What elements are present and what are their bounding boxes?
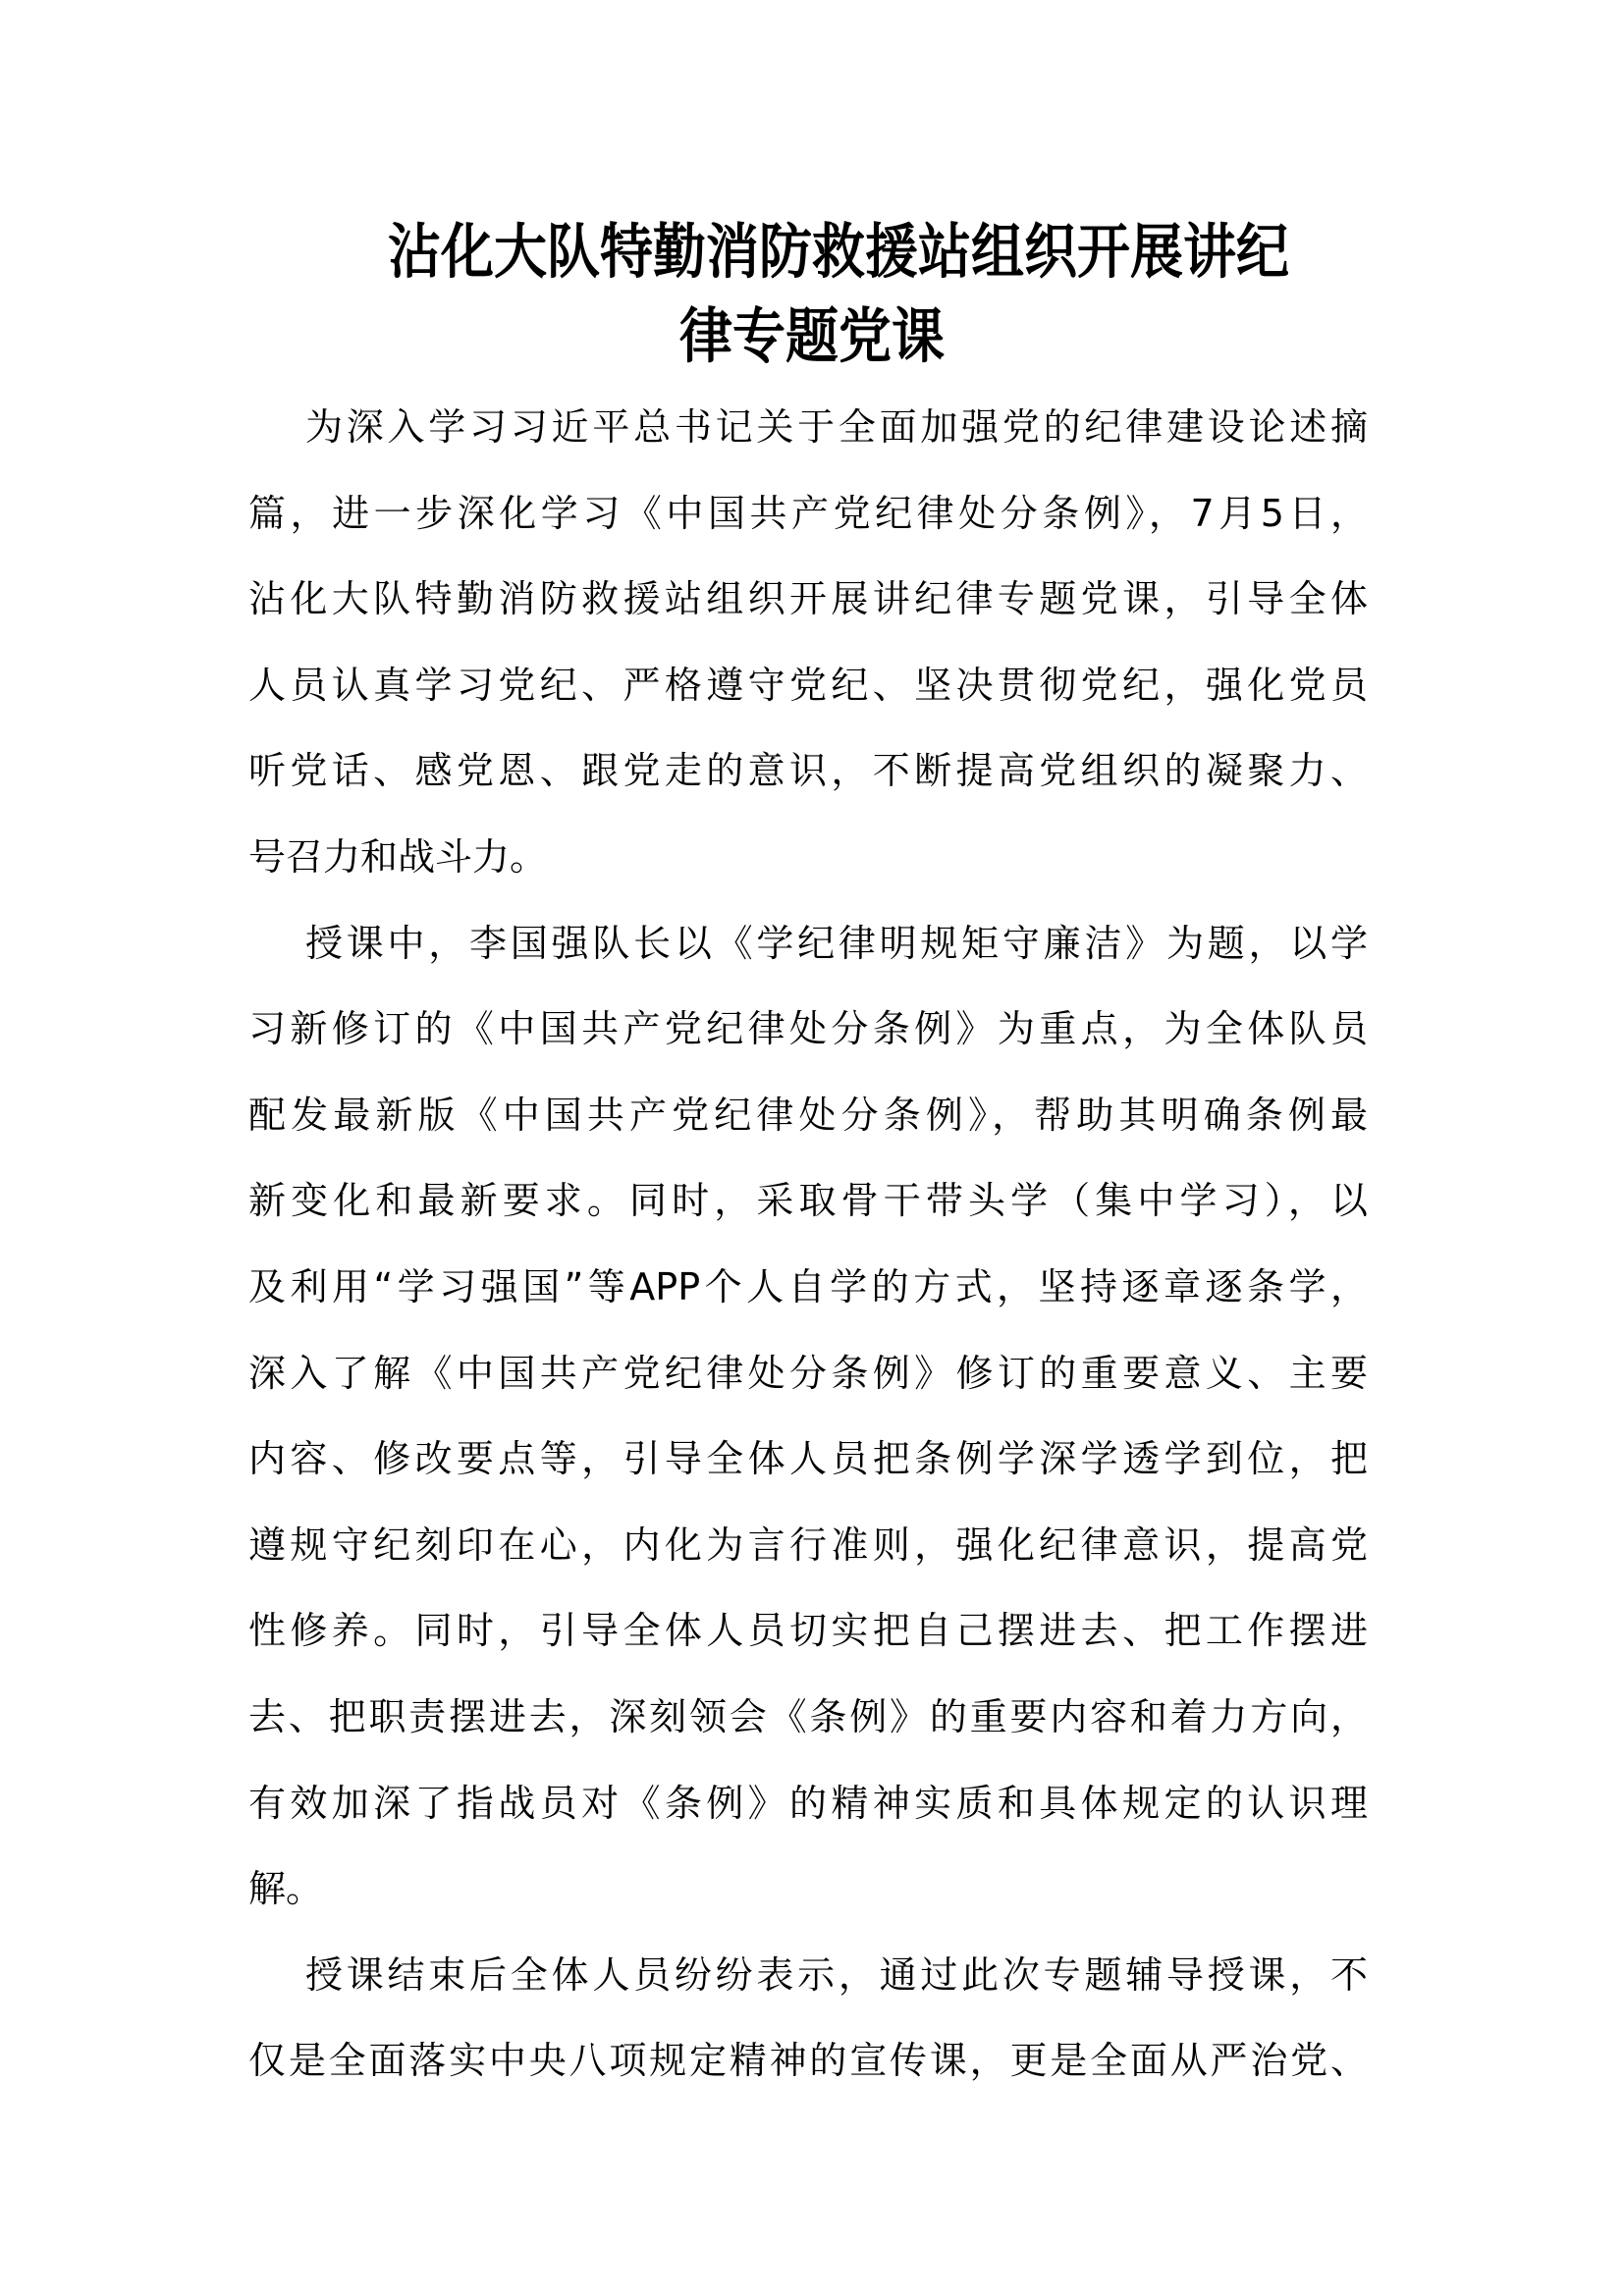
paragraph-line: 人员认真学习党纪、严格遵守党纪、坚决贯彻党纪，强化党员	[248, 663, 1368, 707]
paragraph-line: 习新修订的《中国共产党纪律处分条例》为重点，为全体队员	[248, 1007, 1368, 1051]
paragraph-3	[248, 1933, 1368, 2105]
paragraph-line: 配发最新版《中国共产党纪律处分条例》，帮助其明确条例最	[248, 1093, 1368, 1137]
paragraph-line: 遵规守纪刻印在心，内化为言行准则，强化纪律意识，提高党	[248, 1522, 1368, 1567]
paragraph-line: 授课结束后全体人员纷纷表示，通过此次专题辅导授课，不	[305, 1952, 1368, 1997]
paragraph-line: 解。	[248, 1867, 324, 1911]
paragraph-line: 新变化和最新要求。同时，采取骨干带头学（集中学习），以	[248, 1179, 1368, 1223]
paragraph-line: 为深入学习习近平总书记关于全面加强党的纪律建设论述摘	[305, 405, 1368, 449]
paragraph-line: 性修养。同时，引导全体人员切实把自己摆进去、把工作摆进	[248, 1609, 1368, 1653]
document-title-line-1: 沾化大队特勤消防救援站组织开展讲纪	[388, 215, 1289, 287]
paragraph-line: 内容、修改要点等，引导全体人员把条例学深学透学到位，把	[248, 1437, 1368, 1481]
paragraph-line: 去、把职责摆进去，深刻领会《条例》的重要内容和着力方向，	[248, 1694, 1368, 1738]
paragraph-line: 有效加深了指战员对《条例》的精神实质和具体规定的认识理	[248, 1781, 1368, 1825]
paragraph-line: 听党话、感党恩、跟党走的意识，不断提高党组织的凝聚力、	[248, 749, 1368, 793]
paragraph-line: 授课中，李国强队长以《学纪律明规矩守廉洁》为题，以学	[305, 921, 1368, 965]
paragraph-line: 沾化大队特勤消防救援站组织开展讲纪律专题党课，引导全体	[248, 577, 1368, 621]
paragraph-line: 及利用“学习强国”等APP个人自学的方式，坚持逐章逐条学，	[248, 1264, 1368, 1308]
document-title-line-2: 律专题党课	[679, 299, 945, 371]
paragraph-1	[248, 385, 1368, 901]
paragraph-2	[248, 901, 1368, 1933]
paragraph-line: 篇，进一步深化学习《中国共产党纪律处分条例》，7月5日，	[248, 491, 1368, 535]
document-body	[248, 385, 1368, 2105]
paragraph-line: 号召力和战斗力。	[248, 834, 548, 879]
paragraph-line: 深入了解《中国共产党纪律处分条例》修订的重要意义、主要	[248, 1351, 1368, 1395]
paragraph-line: 仅是全面落实中央八项规定精神的宣传课，更是全面从严治党、	[248, 2039, 1368, 2083]
